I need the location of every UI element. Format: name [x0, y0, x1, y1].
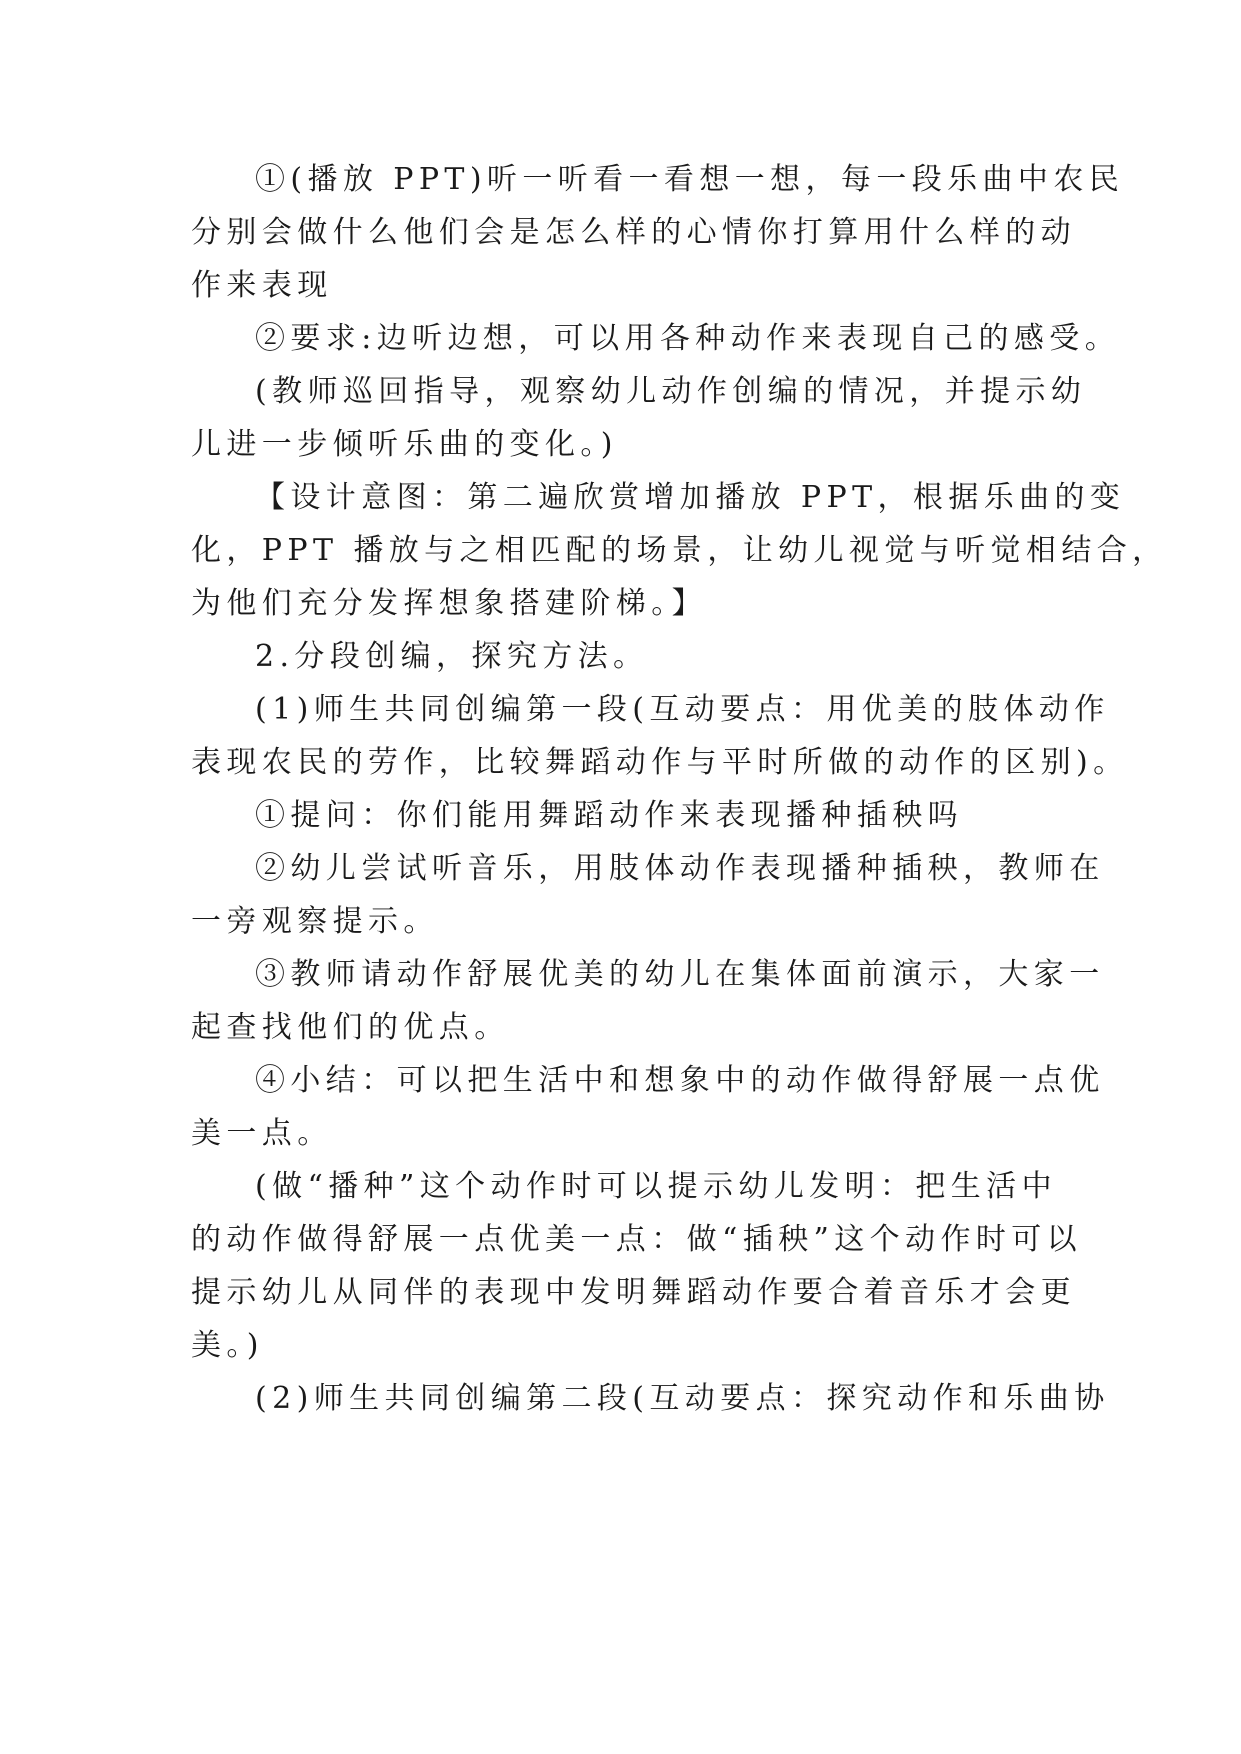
text-line: (教师巡回指导，观察幼儿动作创编的情况，并提示幼	[255, 374, 1087, 409]
text-line: ①(播放 PPT)听一听看一看想一想，每一段乐曲中农民	[255, 162, 1125, 197]
text-line: 分别会做什么他们会是怎么样的心情你打算用什么样的动	[191, 215, 1076, 250]
text-line: 为他们充分发挥想象搭建阶梯。】	[191, 586, 707, 621]
text-line: (1)师生共同创编第一段(互动要点：用优美的肢体动作	[255, 692, 1110, 727]
text-line: ②要求:边听边想，可以用各种动作来表现自己的感受。	[255, 321, 1121, 356]
text-line: ①提问：你们能用舞蹈动作来表现播种插秧吗	[255, 798, 963, 833]
text-line: 美一点。	[191, 1116, 333, 1151]
text-line: 【设计意图：第二遍欣赏增加播放 PPT，根据乐曲的变	[255, 480, 1126, 515]
text-line: 美。)	[191, 1328, 264, 1363]
text-line: ③教师请动作舒展优美的幼儿在集体面前演示，大家一	[255, 957, 1105, 992]
text-line: 表现农民的劳作，比较舞蹈动作与平时所做的动作的区别)。	[191, 745, 1129, 780]
text-line: (做“播种”这个动作时可以提示幼儿发明：把生活中	[255, 1169, 1057, 1204]
text-line: (2)师生共同创编第二段(互动要点：探究动作和乐曲协	[255, 1381, 1110, 1416]
text-line: 化，PPT 播放与之相匹配的场景，让幼儿视觉与听觉相结合，	[191, 533, 1168, 568]
text-line: 的动作做得舒展一点优美一点：做“插秧”这个动作时可以	[191, 1222, 1083, 1257]
text-line: 儿进一步倾听乐曲的变化。)	[191, 427, 618, 462]
text-line: 2.分段创编，探究方法。	[255, 639, 649, 674]
text-line: 一旁观察提示。	[191, 904, 439, 939]
text-line: ④小结：可以把生活中和想象中的动作做得舒展一点优	[255, 1063, 1105, 1098]
text-line: 作来表现	[191, 268, 333, 303]
text-line: ②幼儿尝试听音乐，用肢体动作表现播种插秧，教师在	[255, 851, 1105, 886]
text-line: 起查找他们的优点。	[191, 1010, 510, 1045]
text-line: 提示幼儿从同伴的表现中发明舞蹈动作要合着音乐才会更	[191, 1275, 1076, 1310]
